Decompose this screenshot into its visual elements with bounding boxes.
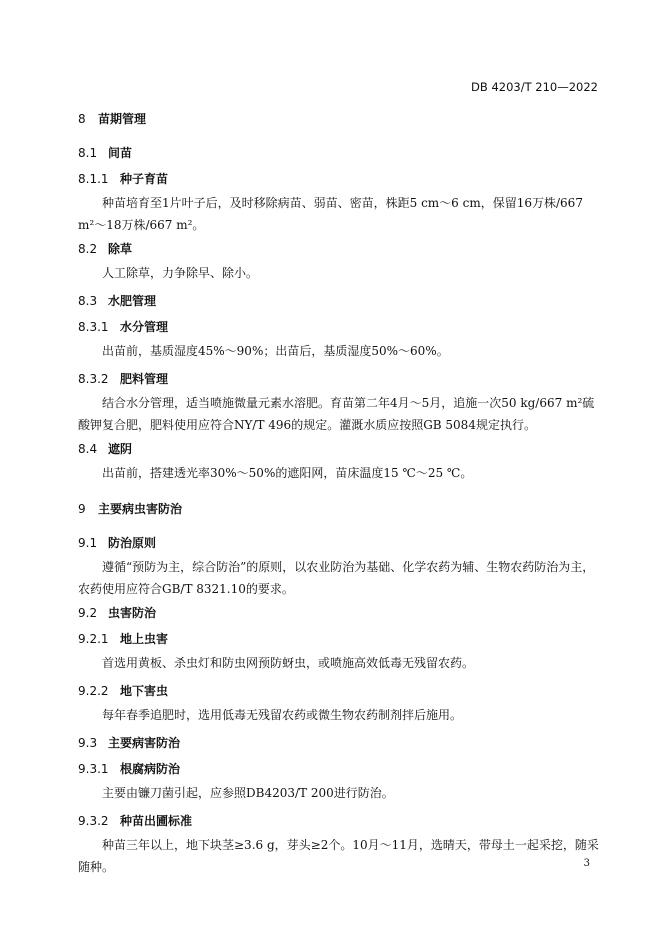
heading-number: 9.2	[78, 606, 98, 620]
heading-number: 8.2	[78, 242, 98, 256]
heading-number: 9.3.1	[78, 762, 109, 776]
paragraph-8-1-1: 种苗培育至1片叶子后，及时移除病苗、弱苗、密苗，株距5 cm～6 cm，保留16万株/667 m²～18万株/667 m²。	[78, 196, 583, 232]
heading-title: 水肥管理	[108, 294, 157, 308]
heading-title: 地下害虫	[120, 684, 169, 698]
heading-8-1-1	[78, 170, 168, 187]
heading-9	[78, 500, 182, 517]
heading-8-1	[78, 144, 132, 161]
paragraph-9-2-1: 首选用黄板、杀虫灯和防虫网预防蚜虫，或喷施高效低毒无残留农药。	[102, 656, 475, 670]
heading-number: 8.3.1	[78, 320, 109, 334]
heading-number: 8.1.1	[78, 172, 109, 186]
heading-title: 地上虫害	[120, 632, 169, 646]
heading-9-3-2	[78, 812, 192, 829]
heading-title: 防治原则	[108, 536, 157, 550]
heading-title: 肥料管理	[120, 372, 169, 386]
heading-number: 9.1	[78, 536, 98, 550]
heading-title: 遮阴	[108, 442, 133, 456]
page-number: 3	[583, 858, 590, 869]
heading-9-2-2	[78, 682, 168, 699]
heading-8	[78, 110, 146, 127]
paragraph-8-4: 出苗前，搭建透光率30%～50%的遮阳网，苗床温度15 ℃～25 ℃。	[102, 466, 473, 480]
heading-9-2	[78, 604, 156, 621]
heading-number: 9.3	[78, 736, 98, 750]
heading-number: 9	[78, 502, 86, 516]
heading-8-3-2	[78, 370, 168, 387]
heading-8-2	[78, 240, 132, 257]
heading-number: 8	[78, 112, 86, 126]
heading-number: 8.4	[78, 442, 98, 456]
heading-title: 苗期管理	[98, 112, 147, 126]
heading-8-3-1	[78, 318, 168, 335]
heading-number: 8.3.2	[78, 372, 109, 386]
heading-9-1	[78, 534, 156, 551]
heading-number: 9.2.2	[78, 684, 109, 698]
heading-title: 主要病虫害防治	[98, 502, 183, 516]
paragraph-9-1: 遵循“预防为主，综合防治”的原则，以农业防治为基础、化学农药为辅、生物农药防治为主，农药使用应符合GB/T 8321.10的要求。	[78, 560, 595, 596]
heading-number: 8.3	[78, 294, 98, 308]
paragraph-8-3-1: 出苗前，基质湿度45%～90%；出苗后，基质湿度50%～60%。	[102, 344, 449, 358]
heading-title: 根腐病防治	[120, 762, 181, 776]
paragraph-8-3-2: 结合水分管理，适当喷施微量元素水溶肥。育苗第二年4月～5月，追施一次50 kg/667 m²硫酸钾复合肥，肥料使用应符合NY/T 496的规定。灌溉水质应按照GB 5084规定执行。	[78, 396, 595, 432]
heading-title: 主要病害防治	[108, 736, 181, 750]
paragraph-8-2: 人工除草，力争除早、除小。	[102, 266, 259, 280]
document-code: DB 4203/T 210—2022	[471, 80, 598, 94]
heading-9-3	[78, 734, 180, 751]
heading-title: 虫害防治	[108, 606, 157, 620]
heading-9-2-1	[78, 630, 168, 647]
heading-title: 除草	[108, 242, 133, 256]
heading-8-3	[78, 292, 156, 309]
heading-title: 间苗	[108, 146, 133, 160]
paragraph-9-3-1: 主要由镰刀菌引起，应参照DB4203/T 200进行防治。	[102, 786, 394, 800]
heading-title: 种苗出圃标准	[120, 814, 193, 828]
heading-9-3-1	[78, 760, 180, 777]
heading-title: 种子育苗	[120, 172, 169, 186]
paragraph-9-3-2: 种苗三年以上，地下块茎≥3.6 g，芽头≥2个。10月～11月，选晴天，带母土一起采挖，随采随种。	[78, 838, 599, 874]
heading-number: 9.3.2	[78, 814, 109, 828]
heading-number: 8.1	[78, 146, 98, 160]
heading-8-4	[78, 440, 132, 457]
heading-number: 9.2.1	[78, 632, 109, 646]
heading-title: 水分管理	[120, 320, 169, 334]
paragraph-9-2-2: 每年春季追肥时，选用低毒无残留农药或微生物农药制剂拌后施用。	[102, 708, 463, 722]
